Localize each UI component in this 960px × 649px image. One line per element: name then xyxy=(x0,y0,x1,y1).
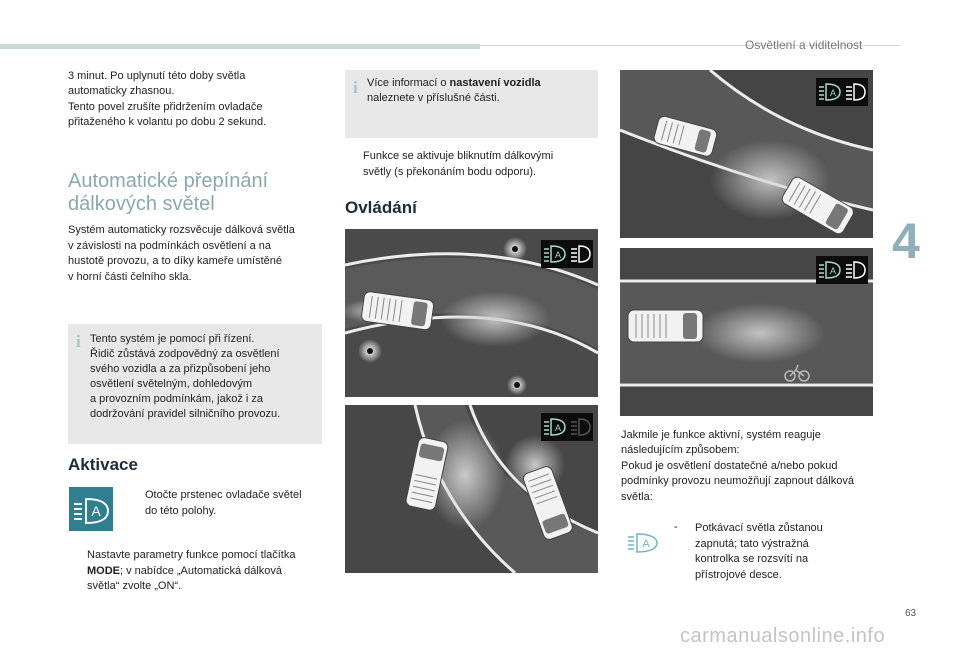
dash-line-4: přístrojové desce. xyxy=(695,569,782,581)
info-settings-line-1 xyxy=(367,76,541,91)
intro-line-4: přitaženého k volantu po dobu 2 sekund. xyxy=(68,116,267,128)
svg-text:A: A xyxy=(642,538,650,550)
col2-bullet-line-1: Funkce se aktivuje bliknutím dálkovými xyxy=(363,150,554,162)
svg-text:A: A xyxy=(554,250,562,260)
page-title xyxy=(68,170,268,216)
svg-text:A: A xyxy=(91,503,101,519)
illustration-following-vehicle xyxy=(620,70,873,238)
indicator-panel-3 xyxy=(816,78,868,106)
vehicle-settings-link: nastavení vozidla xyxy=(449,77,541,89)
description-line-4: v horní části čelního skla. xyxy=(68,271,192,283)
info-line-2: Řidič zůstává zodpovědný za osvětlení xyxy=(90,348,280,360)
info-line-4: osvětlení světelným, dohledovým xyxy=(90,378,253,390)
info-settings-text xyxy=(367,76,541,106)
description-line-3: hustotě provozu, a to díky kameře umístěné xyxy=(68,255,283,267)
auto-beam-status-icon xyxy=(816,78,868,106)
illustration-low-beam-streetlights xyxy=(345,229,598,397)
intro-line-1: 3 minut. Po uplynutí této doby světla xyxy=(68,70,246,82)
info-icon-2: i xyxy=(353,78,358,97)
info-line-3: svého vozidla a za přizpůsobení jeho xyxy=(90,363,271,375)
auto-high-beam-icon xyxy=(541,240,593,268)
info-text xyxy=(90,332,280,422)
info-box-settings xyxy=(345,70,598,138)
indicator-panel-4 xyxy=(816,256,868,284)
step2-line-1: Nastavte parametry funkce pomocí tlačítka xyxy=(87,549,296,561)
dash-line-3: kontrolka se rozsvítí na xyxy=(695,553,809,565)
title-line-1: Automatické přepínání xyxy=(68,170,269,192)
auto-beam-tile xyxy=(69,487,113,531)
col2-bullet-line-2: světly (s překonáním bodu odporu). xyxy=(363,166,537,178)
section-title: Osvětlení a viditelnost xyxy=(745,38,863,52)
auto-low-beam-warning-icon xyxy=(626,531,660,555)
step2-line-2-rest: ; v nabídce „Automatická dálková xyxy=(120,565,283,577)
step2-line-2 xyxy=(87,564,282,579)
col3-line-1: Jakmile je funkce aktivní, systém reaguje xyxy=(621,429,821,441)
indicator-panel-2 xyxy=(541,413,593,441)
description-line-1: Systém automaticky rozsvěcuje dálková světla xyxy=(68,224,295,236)
step1-line-1: Otočte prstenec ovladače světel xyxy=(145,489,302,501)
watermark: carmanualsonline.info xyxy=(680,625,886,647)
info-settings-line-2: naleznete v příslušné části. xyxy=(367,92,500,104)
svg-text:A: A xyxy=(554,423,562,433)
svg-text:A: A xyxy=(829,88,837,98)
intro-line-3: Tento povel zrušíte přidržením ovladače xyxy=(68,101,263,113)
title-line-2: dálkových světel xyxy=(68,193,215,215)
step2-line-3: světla“ zvolte „ON“. xyxy=(87,580,182,592)
heading-activation: Aktivace xyxy=(68,455,138,474)
col3-line-5: světla: xyxy=(621,491,653,503)
info-box-assist xyxy=(68,324,322,444)
info-icon: i xyxy=(76,332,81,351)
auto-low-beam-icon xyxy=(541,413,593,441)
dash-line-1: Potkávací světla zůstanou xyxy=(695,522,823,534)
illustration-cyclist xyxy=(620,248,873,416)
dash-marker: - xyxy=(674,521,678,533)
info-settings-prefix: Více informací o xyxy=(367,77,450,89)
info-line-1: Tento systém je pomocí při řízení. xyxy=(90,333,255,345)
intro-line-2: automaticky zhasnou. xyxy=(68,85,175,97)
mode-label: MODE xyxy=(87,565,120,577)
col3-line-2: následujícím způsobem: xyxy=(621,444,740,456)
chapter-number: 4 xyxy=(892,213,920,269)
heading-controls: Ovládání xyxy=(345,198,417,217)
info-line-5: a provozním podmínkám, jakož i za xyxy=(90,393,264,405)
col3-line-3: Pokud je osvětlení dostatečné a/nebo pokud xyxy=(621,460,838,472)
illustration-oncoming-traffic xyxy=(345,405,598,573)
svg-text:A: A xyxy=(829,266,837,276)
header-bar xyxy=(0,44,480,49)
dash-line-2: zapnutá; tato výstražná xyxy=(695,538,809,550)
page-number: 63 xyxy=(905,608,917,619)
col3-line-4: podmínky provozu neumožňují zapnout dálková xyxy=(621,475,854,487)
step1-line-2: do této polohy. xyxy=(145,505,217,517)
description-line-2: v závislosti na podmínkách osvětlení a na xyxy=(68,240,272,252)
indicator-panel-1 xyxy=(541,240,593,268)
info-line-6: dodržování pravidel silničního provozu. xyxy=(90,408,281,420)
auto-beam-indicator-icon xyxy=(816,256,868,284)
auto-beam-icon xyxy=(69,487,113,531)
